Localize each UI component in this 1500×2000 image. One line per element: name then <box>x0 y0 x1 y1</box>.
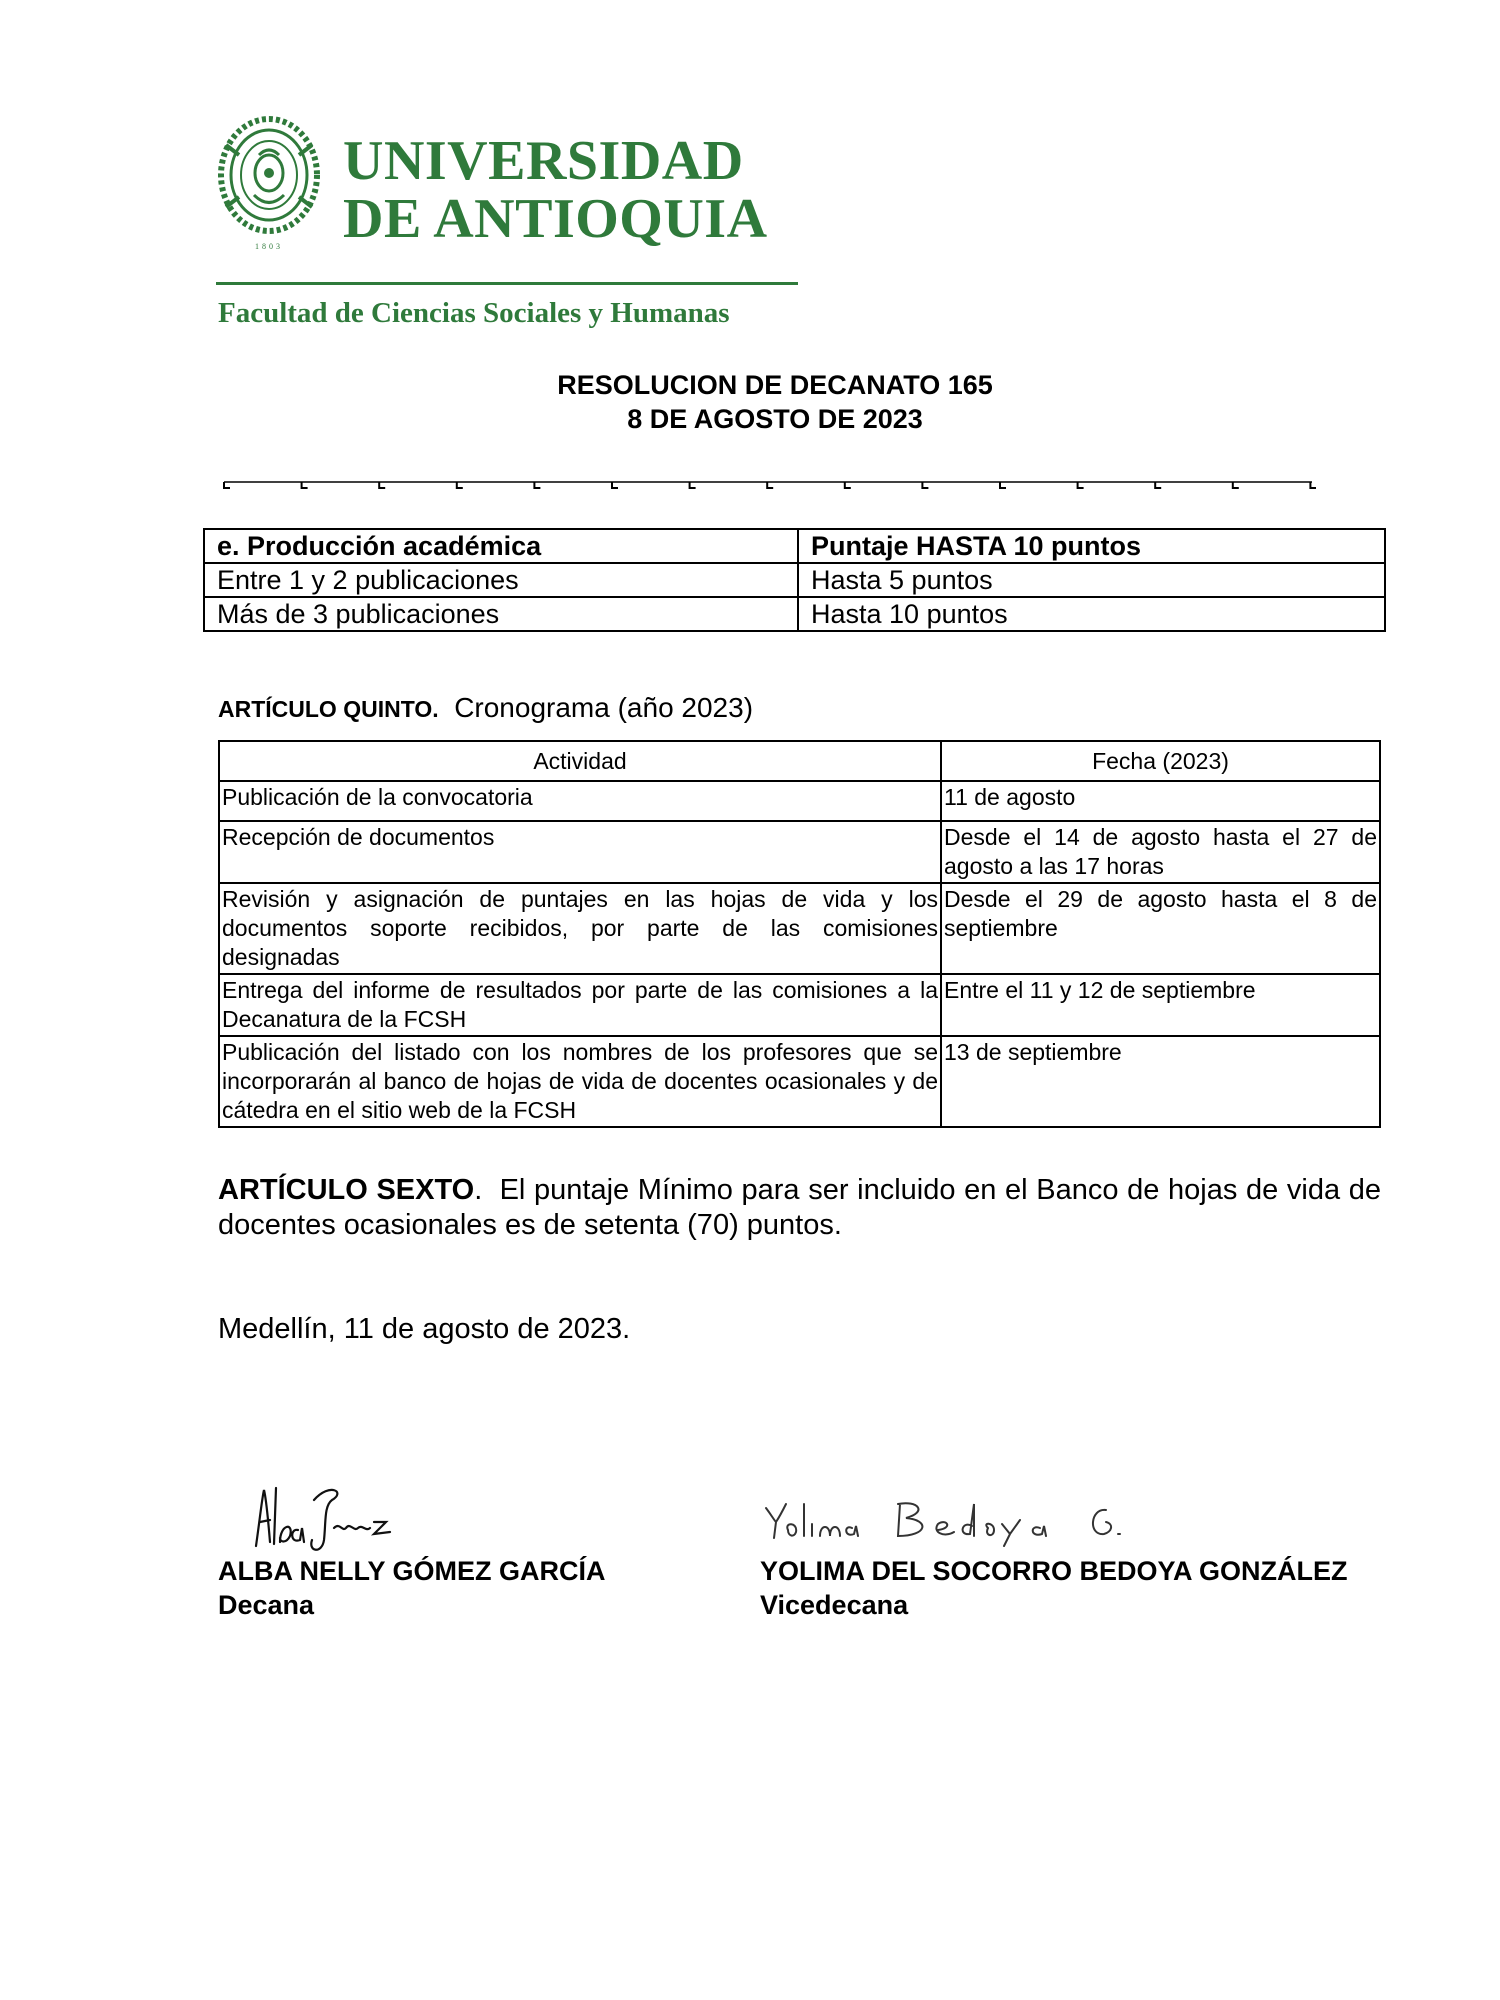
signature-yolima-bedoya <box>758 1490 1158 1550</box>
table-cell: Entrega del informe de resultados por parte de las comisiones a la Decanatura de la FCSH <box>219 974 941 1036</box>
produccion-academica-table <box>203 528 1386 632</box>
signatory-role: Decana <box>218 1590 315 1620</box>
signatory-decana <box>218 1554 606 1622</box>
articulo-quinto: ARTÍCULO QUINTO. Cronograma (año 2023) <box>218 692 754 723</box>
cronograma-table <box>218 740 1381 1128</box>
signatory-role: Vicedecana <box>760 1590 909 1620</box>
table-cell: Entre el 11 y 12 de septiembre <box>941 974 1380 1036</box>
tab-stop-marker <box>767 482 773 488</box>
signatory-name: ALBA NELLY GÓMEZ GARCÍA <box>218 1556 606 1586</box>
seal-year: 1803 <box>255 242 283 251</box>
tab-stop-marker <box>1310 482 1316 488</box>
tab-stop-marker <box>224 482 230 488</box>
table-header-cell: Puntaje HASTA 10 puntos <box>798 529 1385 563</box>
university-name <box>343 132 823 248</box>
tab-stop-marker <box>612 482 618 488</box>
table-header-row <box>204 529 1385 563</box>
tab-stop-marker <box>534 482 540 488</box>
articulo-sexto: ARTÍCULO SEXTO. El puntaje Mínimo para ser incluido en el Banco de hojas de vida de docentes ocasionales es de setenta (70) puntos. <box>218 1174 1381 1241</box>
tab-stop-marker <box>845 482 851 488</box>
table-cell: Desde el 29 de agosto hasta el 8 de septiembre <box>941 883 1380 974</box>
faculty-name: Facultad de Ciencias Sociales y Humanas <box>218 297 730 329</box>
table-cell: Publicación de la convocatoria <box>219 781 941 821</box>
table-row <box>204 563 1385 597</box>
table-cell: Publicación del listado con los nombres de los profesores que se incorporarán al banco de hojas de vida de docentes ocasionales y de cátedra en el sitio web de la FCSH <box>219 1036 941 1127</box>
tab-stop-marker <box>457 482 463 488</box>
table-cell: Más de 3 publicaciones <box>204 597 798 631</box>
table-row <box>219 883 1380 974</box>
tab-stop-marker <box>379 482 385 488</box>
table-row <box>204 597 1385 631</box>
resolution-number: RESOLUCION DE DECANATO 165 <box>557 370 993 400</box>
resolution-date: 8 DE AGOSTO DE 2023 <box>627 404 923 434</box>
tab-ruler <box>220 470 1316 490</box>
table-row <box>219 974 1380 1036</box>
signature-alba-gomez <box>250 1478 440 1558</box>
table-row <box>219 781 1380 821</box>
table-cell: Hasta 10 puntos <box>798 597 1385 631</box>
university-name-line1: UNIVERSIDAD <box>343 130 744 192</box>
table-cell: 13 de septiembre <box>941 1036 1380 1127</box>
table-cell: Revisión y asignación de puntajes en las hojas de vida y los documentos soporte recibidos, por parte de las comisiones designadas <box>219 883 941 974</box>
logo-divider <box>216 282 798 285</box>
university-name-line2: DE ANTIOQUIA <box>343 188 768 250</box>
table-header-cell: Fecha (2023) <box>941 741 1380 781</box>
tab-stop-marker <box>922 482 928 488</box>
tab-stop-marker <box>302 482 308 488</box>
table-cell: Hasta 5 puntos <box>798 563 1385 597</box>
table-header-cell: e. Producción académica <box>204 529 798 563</box>
articulo-quinto-text: Cronograma (año 2023) <box>454 692 754 723</box>
table-header-row <box>219 741 1380 781</box>
tab-stop-marker <box>1155 482 1161 488</box>
signatory-vicedecana <box>760 1554 1348 1622</box>
table-cell: Entre 1 y 2 publicaciones <box>204 563 798 597</box>
tab-stop-marker <box>1000 482 1006 488</box>
table-row <box>219 1036 1380 1127</box>
university-seal-icon <box>214 115 324 255</box>
table-header-cell: Actividad <box>219 741 941 781</box>
document-title <box>0 368 1500 436</box>
articulo-sexto-label: ARTÍCULO SEXTO <box>218 1174 475 1206</box>
signatory-name: YOLIMA DEL SOCORRO BEDOYA GONZÁLEZ <box>760 1556 1348 1586</box>
articulo-sexto-text: El puntaje Mínimo para ser incluido en el Banco de hojas de vida de docentes ocasionales es de setenta (70) puntos. <box>218 1174 1381 1241</box>
tab-stop-marker <box>690 482 696 488</box>
tab-stop-marker <box>1233 482 1239 488</box>
place-and-date: Medellín, 11 de agosto de 2023. <box>218 1313 631 1345</box>
articulo-quinto-label: ARTÍCULO QUINTO <box>218 696 433 722</box>
table-cell: Recepción de documentos <box>219 821 941 883</box>
table-row <box>219 821 1380 883</box>
tab-stop-marker <box>1078 482 1084 488</box>
table-cell: 11 de agosto <box>941 781 1380 821</box>
table-cell: Desde el 14 de agosto hasta el 27 de agosto a las 17 horas <box>941 821 1380 883</box>
